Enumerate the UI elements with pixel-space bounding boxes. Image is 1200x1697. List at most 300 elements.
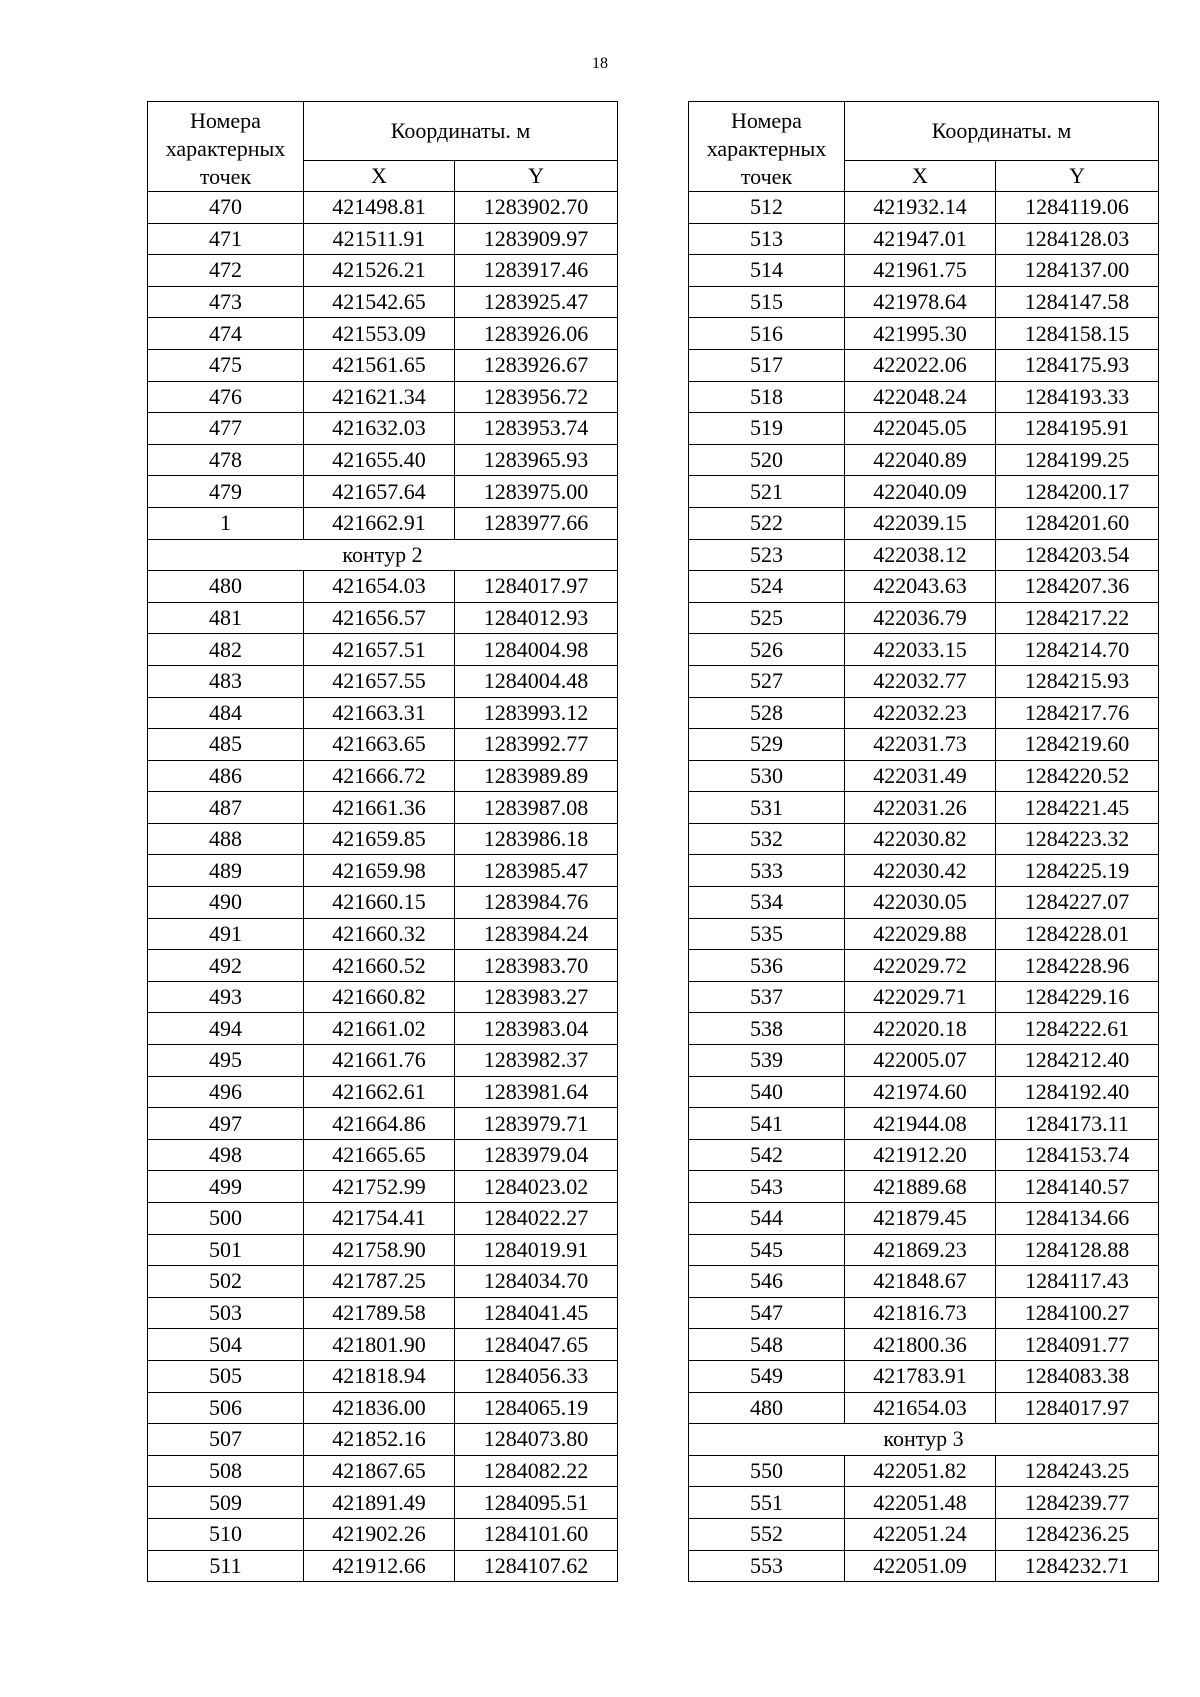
y-coordinate-cell: 1283983.70	[455, 950, 618, 982]
y-coordinate-cell: 1284217.76	[996, 697, 1159, 729]
x-coordinate-cell: 421848.67	[845, 1266, 996, 1298]
contour-label: контур 2	[148, 539, 618, 571]
table-row	[148, 349, 618, 381]
x-coordinate-cell: 421659.85	[304, 823, 455, 855]
table-row	[148, 286, 618, 318]
x-coordinate-cell: 421961.75	[845, 255, 996, 287]
x-coordinate-cell: 421663.31	[304, 697, 455, 729]
point-number-cell: 488	[148, 823, 304, 855]
y-coordinate-cell: 1283986.18	[455, 823, 618, 855]
point-number-cell: 544	[689, 1203, 845, 1235]
table-row	[689, 255, 1159, 287]
x-coordinate-cell: 422051.24	[845, 1518, 996, 1550]
table-row	[148, 1518, 618, 1550]
y-coordinate-cell: 1283909.97	[455, 223, 618, 255]
point-number-cell: 471	[148, 223, 304, 255]
y-coordinate-cell: 1284228.96	[996, 950, 1159, 982]
y-coordinate-cell: 1284128.88	[996, 1234, 1159, 1266]
y-coordinate-cell: 1284017.97	[996, 1392, 1159, 1424]
x-column-header: X	[845, 161, 996, 192]
x-coordinate-cell: 421661.36	[304, 792, 455, 824]
y-coordinate-cell: 1283983.27	[455, 981, 618, 1013]
coordinates-table-body	[148, 192, 618, 1582]
x-coordinate-cell: 421666.72	[304, 760, 455, 792]
table-row	[689, 823, 1159, 855]
point-number-cell: 535	[689, 918, 845, 950]
point-number-cell: 532	[689, 823, 845, 855]
x-coordinate-cell: 422020.18	[845, 1013, 996, 1045]
contour-label: контур 3	[689, 1424, 1159, 1456]
table-row	[148, 950, 618, 982]
table-row	[148, 444, 618, 476]
x-coordinate-cell: 421974.60	[845, 1076, 996, 1108]
point-number-cell: 548	[689, 1329, 845, 1361]
x-coordinate-cell: 422030.82	[845, 823, 996, 855]
table-row	[689, 1297, 1159, 1329]
table-row	[148, 887, 618, 919]
y-coordinate-cell: 1284147.58	[996, 286, 1159, 318]
y-column-header: Y	[455, 161, 618, 192]
x-coordinate-cell: 422033.15	[845, 634, 996, 666]
table-row	[689, 1234, 1159, 1266]
point-number-cell: 531	[689, 792, 845, 824]
table-row	[689, 1139, 1159, 1171]
table-row	[689, 981, 1159, 1013]
point-number-cell: 534	[689, 887, 845, 919]
table-row	[689, 950, 1159, 982]
point-number-cell: 510	[148, 1518, 304, 1550]
table-row	[689, 1550, 1159, 1582]
table-row	[689, 539, 1159, 571]
table-row	[148, 823, 618, 855]
x-coordinate-cell: 421657.55	[304, 665, 455, 697]
table-row	[148, 1266, 618, 1298]
table-row	[689, 318, 1159, 350]
x-coordinate-cell: 421816.73	[845, 1297, 996, 1329]
table-row	[148, 1139, 618, 1171]
table-row	[148, 1550, 618, 1582]
point-number-cell: 523	[689, 539, 845, 571]
x-coordinate-cell: 421655.40	[304, 444, 455, 476]
table-row	[689, 1076, 1159, 1108]
point-number-cell: 537	[689, 981, 845, 1013]
point-number-cell: 546	[689, 1266, 845, 1298]
point-number-cell: 1	[148, 507, 304, 539]
y-coordinate-cell: 1283984.76	[455, 887, 618, 919]
y-coordinate-cell: 1284128.03	[996, 223, 1159, 255]
point-number-cell: 520	[689, 444, 845, 476]
table-row	[689, 1518, 1159, 1550]
y-coordinate-cell: 1284193.33	[996, 381, 1159, 413]
y-coordinate-cell: 1284225.19	[996, 855, 1159, 887]
y-coordinate-cell: 1284200.17	[996, 476, 1159, 508]
point-number-cell: 551	[689, 1487, 845, 1519]
table-row	[148, 634, 618, 666]
coordinates-header: Координаты. м	[845, 102, 1159, 161]
table-row	[689, 223, 1159, 255]
point-number-cell: 482	[148, 634, 304, 666]
y-coordinate-cell: 1284017.97	[455, 571, 618, 603]
y-coordinate-cell: 1284207.36	[996, 571, 1159, 603]
y-coordinate-cell: 1284083.38	[996, 1360, 1159, 1392]
y-coordinate-cell: 1284217.22	[996, 602, 1159, 634]
point-number-cell: 503	[148, 1297, 304, 1329]
table-row	[148, 665, 618, 697]
y-coordinate-cell: 1283989.89	[455, 760, 618, 792]
point-number-cell: 526	[689, 634, 845, 666]
table-row	[148, 1013, 618, 1045]
y-coordinate-cell: 1284229.16	[996, 981, 1159, 1013]
point-number-cell: 479	[148, 476, 304, 508]
point-number-cell: 505	[148, 1360, 304, 1392]
table-row	[148, 602, 618, 634]
point-number-cell: 539	[689, 1045, 845, 1077]
point-number-cell: 477	[148, 413, 304, 445]
y-coordinate-cell: 1284201.60	[996, 507, 1159, 539]
point-number-cell: 483	[148, 665, 304, 697]
x-coordinate-cell: 421498.81	[304, 192, 455, 224]
table-row	[148, 792, 618, 824]
table-row	[148, 255, 618, 287]
y-coordinate-cell: 1284091.77	[996, 1329, 1159, 1361]
y-coordinate-cell: 1284056.33	[455, 1360, 618, 1392]
y-coordinate-cell: 1284243.25	[996, 1455, 1159, 1487]
y-column-header: Y	[996, 161, 1159, 192]
x-coordinate-cell: 421656.57	[304, 602, 455, 634]
table-row	[148, 1297, 618, 1329]
x-coordinate-cell: 422032.77	[845, 665, 996, 697]
point-number-cell: 500	[148, 1203, 304, 1235]
table-row	[148, 381, 618, 413]
x-coordinate-cell: 421553.09	[304, 318, 455, 350]
point-number-cell: 524	[689, 571, 845, 603]
table-row	[148, 981, 618, 1013]
x-coordinate-cell: 422036.79	[845, 602, 996, 634]
table-row	[689, 1203, 1159, 1235]
x-coordinate-cell: 422040.89	[845, 444, 996, 476]
x-coordinate-cell: 421662.61	[304, 1076, 455, 1108]
table-row	[689, 855, 1159, 887]
point-number-cell: 533	[689, 855, 845, 887]
y-coordinate-cell: 1284203.54	[996, 539, 1159, 571]
x-coordinate-cell: 421947.01	[845, 223, 996, 255]
table-row	[689, 444, 1159, 476]
table-row	[689, 665, 1159, 697]
table-row	[689, 571, 1159, 603]
y-coordinate-cell: 1284214.70	[996, 634, 1159, 666]
x-coordinate-cell: 422031.26	[845, 792, 996, 824]
point-number-cell: 492	[148, 950, 304, 982]
table-row	[689, 602, 1159, 634]
x-coordinate-cell: 422029.71	[845, 981, 996, 1013]
point-number-cell: 549	[689, 1360, 845, 1392]
point-number-cell: 519	[689, 413, 845, 445]
point-number-cell: 522	[689, 507, 845, 539]
y-coordinate-cell: 1284227.07	[996, 887, 1159, 919]
table-row	[689, 887, 1159, 919]
x-coordinate-cell: 421787.25	[304, 1266, 455, 1298]
table-row	[148, 855, 618, 887]
point-number-cell: 528	[689, 697, 845, 729]
point-number-cell: 472	[148, 255, 304, 287]
x-coordinate-cell: 422029.88	[845, 918, 996, 950]
table-row	[148, 918, 618, 950]
table-row	[148, 507, 618, 539]
point-number-cell: 541	[689, 1108, 845, 1140]
point-number-cell: 518	[689, 381, 845, 413]
point-number-cell: 516	[689, 318, 845, 350]
x-coordinate-cell: 421654.03	[845, 1392, 996, 1424]
table-row	[689, 1171, 1159, 1203]
point-number-cell: 470	[148, 192, 304, 224]
point-number-cell: 547	[689, 1297, 845, 1329]
y-coordinate-cell: 1284117.43	[996, 1266, 1159, 1298]
table-row	[148, 192, 618, 224]
table-row	[689, 729, 1159, 761]
y-coordinate-cell: 1283987.08	[455, 792, 618, 824]
table-row	[689, 634, 1159, 666]
x-coordinate-cell: 421783.91	[845, 1360, 996, 1392]
x-coordinate-cell: 422051.48	[845, 1487, 996, 1519]
x-coordinate-cell: 421754.41	[304, 1203, 455, 1235]
point-number-cell: 476	[148, 381, 304, 413]
y-coordinate-cell: 1284065.19	[455, 1392, 618, 1424]
x-coordinate-cell: 422030.42	[845, 855, 996, 887]
table-row	[148, 697, 618, 729]
x-coordinate-cell: 421663.65	[304, 729, 455, 761]
y-coordinate-cell: 1284228.01	[996, 918, 1159, 950]
table-row	[148, 1045, 618, 1077]
y-coordinate-cell: 1284239.77	[996, 1487, 1159, 1519]
y-coordinate-cell: 1284004.98	[455, 634, 618, 666]
x-coordinate-cell: 421526.21	[304, 255, 455, 287]
table-row	[689, 476, 1159, 508]
x-coordinate-cell: 422039.15	[845, 507, 996, 539]
x-coordinate-cell: 421561.65	[304, 349, 455, 381]
x-coordinate-cell: 421836.00	[304, 1392, 455, 1424]
y-coordinate-cell: 1283992.77	[455, 729, 618, 761]
y-coordinate-cell: 1284221.45	[996, 792, 1159, 824]
coordinates-table-body	[689, 192, 1159, 1582]
point-number-cell: 521	[689, 476, 845, 508]
x-coordinate-cell: 421660.52	[304, 950, 455, 982]
table-row	[148, 1234, 618, 1266]
coordinates-table-left	[147, 101, 618, 1582]
point-number-cell: 484	[148, 697, 304, 729]
point-number-cell: 498	[148, 1139, 304, 1171]
x-coordinate-cell: 421891.49	[304, 1487, 455, 1519]
point-number-cell: 517	[689, 349, 845, 381]
table-row	[689, 286, 1159, 318]
table-row	[689, 1266, 1159, 1298]
x-coordinate-cell: 421661.76	[304, 1045, 455, 1077]
table-row	[689, 697, 1159, 729]
y-coordinate-cell: 1284158.15	[996, 318, 1159, 350]
table-row	[148, 1487, 618, 1519]
y-coordinate-cell: 1284195.91	[996, 413, 1159, 445]
table-row	[148, 1392, 618, 1424]
y-coordinate-cell: 1283977.66	[455, 507, 618, 539]
y-coordinate-cell: 1284034.70	[455, 1266, 618, 1298]
y-coordinate-cell: 1284219.60	[996, 729, 1159, 761]
x-coordinate-cell: 422043.63	[845, 571, 996, 603]
x-coordinate-cell: 422031.49	[845, 760, 996, 792]
x-coordinate-cell: 421752.99	[304, 1171, 455, 1203]
table-row	[689, 507, 1159, 539]
y-coordinate-cell: 1284095.51	[455, 1487, 618, 1519]
y-coordinate-cell: 1283956.72	[455, 381, 618, 413]
x-coordinate-cell: 421511.91	[304, 223, 455, 255]
x-coordinate-cell: 422038.12	[845, 539, 996, 571]
y-coordinate-cell: 1284012.93	[455, 602, 618, 634]
table-row	[689, 349, 1159, 381]
y-coordinate-cell: 1283925.47	[455, 286, 618, 318]
point-number-cell: 499	[148, 1171, 304, 1203]
table-row	[148, 729, 618, 761]
y-coordinate-cell: 1284192.40	[996, 1076, 1159, 1108]
point-number-cell: 545	[689, 1234, 845, 1266]
y-coordinate-cell: 1283993.12	[455, 697, 618, 729]
table-row	[148, 318, 618, 350]
x-coordinate-cell: 421660.82	[304, 981, 455, 1013]
y-coordinate-cell: 1284236.25	[996, 1518, 1159, 1550]
y-coordinate-cell: 1283917.46	[455, 255, 618, 287]
y-coordinate-cell: 1283982.37	[455, 1045, 618, 1077]
point-number-cell: 497	[148, 1108, 304, 1140]
point-number-cell: 490	[148, 887, 304, 919]
table-row	[148, 760, 618, 792]
y-coordinate-cell: 1284082.22	[455, 1455, 618, 1487]
x-coordinate-cell: 421869.23	[845, 1234, 996, 1266]
table-row	[689, 1013, 1159, 1045]
point-number-cell: 530	[689, 760, 845, 792]
table-row	[689, 192, 1159, 224]
point-numbers-header: Номера характерных точек	[148, 102, 304, 192]
y-coordinate-cell: 1283902.70	[455, 192, 618, 224]
table-row	[689, 1392, 1159, 1424]
table-row	[689, 1455, 1159, 1487]
x-coordinate-cell: 422031.73	[845, 729, 996, 761]
point-number-cell: 489	[148, 855, 304, 887]
coordinates-header: Координаты. м	[304, 102, 618, 161]
table-row	[148, 571, 618, 603]
point-number-cell: 495	[148, 1045, 304, 1077]
point-number-cell: 493	[148, 981, 304, 1013]
y-coordinate-cell: 1283983.04	[455, 1013, 618, 1045]
table-row	[689, 381, 1159, 413]
point-number-cell: 473	[148, 286, 304, 318]
x-coordinate-cell: 421664.86	[304, 1108, 455, 1140]
page-number: 18	[592, 55, 608, 72]
y-coordinate-cell: 1284107.62	[455, 1550, 618, 1582]
point-number-cell: 478	[148, 444, 304, 476]
x-coordinate-cell: 422051.09	[845, 1550, 996, 1582]
x-coordinate-cell: 421912.66	[304, 1550, 455, 1582]
x-coordinate-cell: 421912.20	[845, 1139, 996, 1171]
x-coordinate-cell: 421665.65	[304, 1139, 455, 1171]
point-number-cell: 487	[148, 792, 304, 824]
table-row	[148, 1329, 618, 1361]
point-number-cell: 538	[689, 1013, 845, 1045]
point-number-cell: 508	[148, 1455, 304, 1487]
y-coordinate-cell: 1283926.06	[455, 318, 618, 350]
point-number-cell: 515	[689, 286, 845, 318]
point-number-cell: 502	[148, 1266, 304, 1298]
point-number-cell: 496	[148, 1076, 304, 1108]
x-coordinate-cell: 421542.65	[304, 286, 455, 318]
point-number-cell: 506	[148, 1392, 304, 1424]
y-coordinate-cell: 1284223.32	[996, 823, 1159, 855]
y-coordinate-cell: 1284022.27	[455, 1203, 618, 1235]
x-coordinate-cell: 421978.64	[845, 286, 996, 318]
coordinates-table-right	[688, 101, 1159, 1582]
y-coordinate-cell: 1284134.66	[996, 1203, 1159, 1235]
table-row	[689, 1045, 1159, 1077]
x-coordinate-cell: 421867.65	[304, 1455, 455, 1487]
table-row	[689, 1329, 1159, 1361]
table-row	[148, 1360, 618, 1392]
point-number-cell: 481	[148, 602, 304, 634]
x-coordinate-cell: 422022.06	[845, 349, 996, 381]
point-number-cell: 474	[148, 318, 304, 350]
point-number-cell: 525	[689, 602, 845, 634]
x-coordinate-cell: 422030.05	[845, 887, 996, 919]
y-coordinate-cell: 1284232.71	[996, 1550, 1159, 1582]
point-number-cell: 509	[148, 1487, 304, 1519]
x-coordinate-cell: 421657.64	[304, 476, 455, 508]
x-coordinate-cell: 421632.03	[304, 413, 455, 445]
x-coordinate-cell: 421944.08	[845, 1108, 996, 1140]
table-row	[148, 1076, 618, 1108]
x-coordinate-cell: 421657.51	[304, 634, 455, 666]
point-number-cell: 480	[148, 571, 304, 603]
y-coordinate-cell: 1284212.40	[996, 1045, 1159, 1077]
point-number-cell: 550	[689, 1455, 845, 1487]
y-coordinate-cell: 1283984.24	[455, 918, 618, 950]
contour-row	[148, 539, 618, 571]
y-coordinate-cell: 1284175.93	[996, 349, 1159, 381]
table-row	[689, 413, 1159, 445]
y-coordinate-cell: 1283926.67	[455, 349, 618, 381]
y-coordinate-cell: 1284023.02	[455, 1171, 618, 1203]
x-coordinate-cell: 422051.82	[845, 1455, 996, 1487]
y-coordinate-cell: 1284215.93	[996, 665, 1159, 697]
table-row	[148, 1455, 618, 1487]
x-coordinate-cell: 421621.34	[304, 381, 455, 413]
table-row	[148, 413, 618, 445]
x-coordinate-cell: 421932.14	[845, 192, 996, 224]
x-coordinate-cell: 421852.16	[304, 1424, 455, 1456]
x-coordinate-cell: 421879.45	[845, 1203, 996, 1235]
point-number-cell: 475	[148, 349, 304, 381]
y-coordinate-cell: 1284073.80	[455, 1424, 618, 1456]
y-coordinate-cell: 1284100.27	[996, 1297, 1159, 1329]
y-coordinate-cell: 1284119.06	[996, 192, 1159, 224]
point-number-cell: 513	[689, 223, 845, 255]
x-coordinate-cell: 422040.09	[845, 476, 996, 508]
table-row	[689, 1108, 1159, 1140]
y-coordinate-cell: 1284101.60	[455, 1518, 618, 1550]
x-coordinate-cell: 421660.15	[304, 887, 455, 919]
y-coordinate-cell: 1284004.48	[455, 665, 618, 697]
point-number-cell: 543	[689, 1171, 845, 1203]
table-row	[689, 760, 1159, 792]
point-number-cell: 514	[689, 255, 845, 287]
y-coordinate-cell: 1283979.04	[455, 1139, 618, 1171]
x-coordinate-cell: 422045.05	[845, 413, 996, 445]
table-row	[689, 918, 1159, 950]
point-number-cell: 501	[148, 1234, 304, 1266]
